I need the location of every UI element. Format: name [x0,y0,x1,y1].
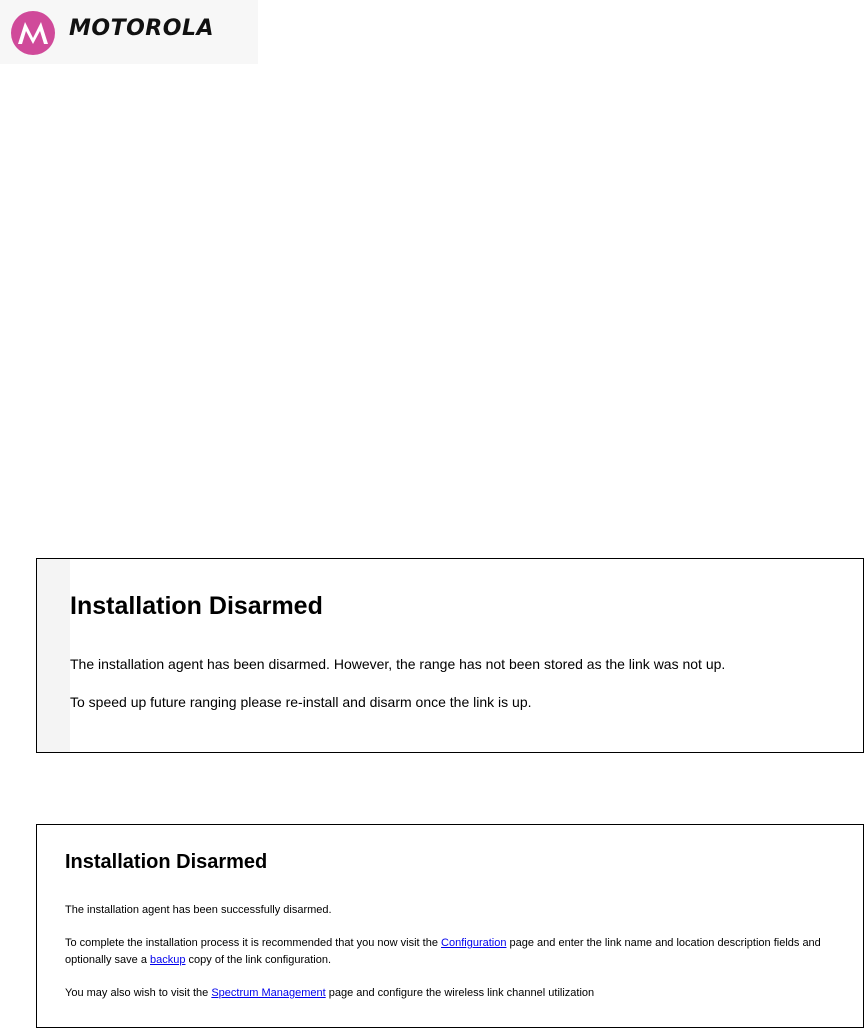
panel-left-strip [37,559,70,752]
spectrum-management-link[interactable]: Spectrum Management [211,987,326,999]
text-fragment: page and configure the wireless link channel utilization [325,987,595,999]
brand-name: MOTOROLA [69,16,214,41]
motorola-batwing-icon [11,11,55,55]
disarmed-message: The installation agent has been disarmed. However, the range has not been stored as the link was not up. [70,656,726,672]
reinstall-hint: To speed up future ranging please re-install and disarm once the link is up. [70,694,532,710]
success-message: The installation agent has been successfully disarmed. [65,904,332,916]
screenshot-panel-successfully-disarmed [36,824,864,1028]
configuration-recommendation [65,935,855,969]
text-fragment: copy of the link configuration. [185,954,332,966]
text-fragment: To complete the installation process it is recommended that you now visit the [65,937,442,949]
motorola-logo [0,0,258,64]
backup-link[interactable]: backup [150,954,186,966]
screenshot-panel-range-not-stored [36,558,864,753]
configuration-link[interactable]: Configuration [441,937,507,949]
text-fragment: page and enter the link name and location description fields and optionally save a [65,937,821,966]
panel-title: Installation Disarmed [70,592,323,620]
text-fragment: You may also wish to visit the [65,987,212,999]
panel-title: Installation Disarmed [65,851,268,873]
spectrum-recommendation [65,985,855,1002]
